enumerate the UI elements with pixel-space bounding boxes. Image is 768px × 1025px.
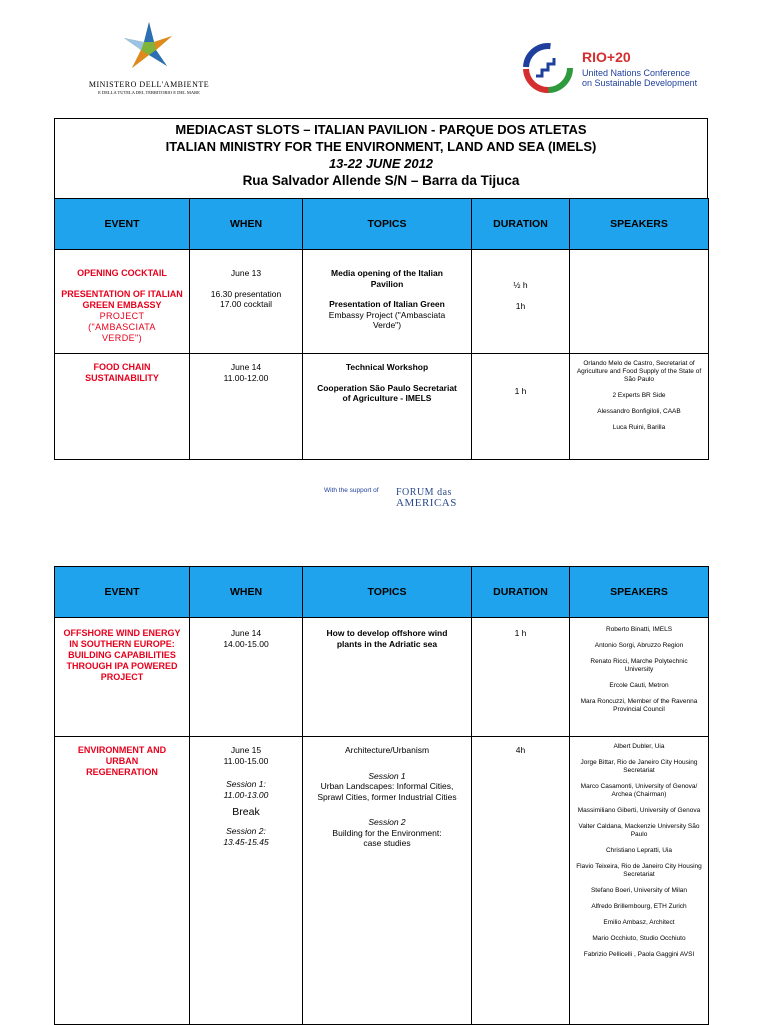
topic-text: Embassy Project ("Ambasciata Verde") — [328, 309, 446, 330]
table-row — [55, 618, 709, 737]
col-event-header: EVENT — [55, 199, 190, 250]
speaker-name: Luca Ruini, Barilla — [612, 424, 666, 431]
when-cell — [190, 354, 303, 460]
ministry-name: MINISTERO DELL'AMBIENTE — [88, 80, 210, 89]
speaker-name: 2 Experts BR Side — [612, 392, 666, 399]
col-topics-header: TOPICS — [303, 567, 472, 618]
speakers-cell — [570, 737, 709, 1025]
session-label: Session 2: — [226, 826, 266, 836]
col-duration-header: DURATION — [472, 567, 570, 618]
when-cell — [190, 618, 303, 737]
header-ministry: ITALIAN MINISTRY FOR THE ENVIRONMENT, LAND AND SEA (IMELS) — [165, 139, 597, 154]
speaker-name: Antonio Sorgi, Abruzzo Region — [594, 642, 684, 649]
speaker-name: Mara Roncuzzi, Member of the Ravenna Provincial Council — [580, 698, 698, 713]
event-cell — [55, 737, 190, 1025]
table-header-row — [55, 199, 709, 250]
event-subtitle: PROJECT ("AMBASCIATA VERDE") — [88, 311, 156, 343]
col-when-header: WHEN — [190, 199, 303, 250]
speaker-name: Marco Casamonti, University of Genova/ Archea (Chairman) — [580, 783, 698, 798]
session-time: 11.00-13.00 — [223, 789, 269, 800]
speaker-name: Orlando Melo de Castro, Secretariat of Agriculture and Food Supply of the State of São Paulo — [576, 360, 702, 383]
speaker-name: Jorge Bittar, Rio de Janeiro City Housing Secretariat — [580, 759, 698, 774]
speakers-cell — [570, 618, 709, 737]
duration-cell — [472, 354, 570, 460]
speaker-name: Alessandro Bonfigiloli, CAAB — [597, 408, 681, 415]
col-event-header: EVENT — [55, 567, 190, 618]
topic-text: Building for the Environment: case studies — [332, 827, 442, 848]
col-speakers-header: SPEAKERS — [570, 199, 709, 250]
topics-cell — [303, 737, 472, 1025]
rio20-line2: on Sustainable Development — [582, 78, 698, 88]
speaker-name: Fabrizio Pellicelli , Paola Gaggini AVSI — [583, 951, 695, 958]
event-title: OPENING COCKTAIL — [77, 268, 167, 278]
topic-text: Media opening of the Italian Pavilion — [331, 268, 443, 289]
event-cell — [55, 618, 190, 737]
header-title: MEDIACAST SLOTS – ITALIAN PAVILION - PARQUE DOS ATLETAS — [175, 122, 587, 137]
topic-text: Cooperation São Paulo Secretariat of Agriculture - IMELS — [317, 382, 457, 403]
table-row — [55, 737, 709, 1025]
topic-text: Architecture/Urbanism — [344, 745, 430, 755]
forum-line2: AMERICAS — [396, 497, 457, 509]
event-cell — [55, 250, 190, 354]
ministry-subtitle: E DELLA TUTELA DEL TERRITORIO E DEL MARE — [98, 90, 200, 95]
session-label: Session 2 — [368, 817, 406, 827]
topics-cell — [303, 354, 472, 460]
speaker-name: Albert Dubler, Uia — [613, 743, 665, 750]
speaker-name: Flavio Teixeira, Rio de Janeiro City Housing Secretariat — [576, 863, 702, 878]
event-title: ENVIRONMENT AND URBAN REGENERATION — [77, 745, 167, 777]
when-time: 11.00-12.00 — [223, 372, 269, 383]
event-cell — [55, 354, 190, 460]
speaker-name: Ercole Cauti, Metron — [609, 682, 669, 689]
speaker-name: Valter Caldana, Mackenzie University São Paulo — [578, 823, 700, 838]
when-time: 17.00 cocktail — [220, 299, 272, 309]
support-text: With the support of — [324, 487, 379, 494]
forum-line1: FORUM das — [396, 487, 452, 498]
col-when-header: WHEN — [190, 567, 303, 618]
document-header — [54, 118, 708, 198]
topic-text: Technical Workshop — [345, 362, 429, 372]
star-emblem-icon — [92, 20, 206, 80]
rio20-title: RIO+20 — [582, 49, 631, 65]
table-row — [55, 250, 709, 354]
col-topics-header: TOPICS — [303, 199, 472, 250]
schedule-table-2 — [54, 566, 709, 1025]
event-title: FOOD CHAIN SUSTAINABILITY — [85, 362, 159, 383]
duration-cell — [472, 250, 570, 354]
duration-value: 1h — [515, 300, 526, 311]
speaker-name: Renato Ricci, Marche Polytechnic University — [590, 658, 688, 673]
header-dates: 13-22 JUNE 2012 — [328, 156, 434, 171]
header-address: Rua Salvador Allende S/N – Barra da Tijuca — [242, 173, 520, 188]
speaker-name: Roberto Binatti, IMELS — [605, 626, 673, 633]
duration-value: 4h — [515, 745, 526, 755]
speakers-cell — [570, 354, 709, 460]
when-time: 11.00-15.00 — [223, 755, 269, 766]
duration-value: 1 h — [514, 628, 527, 638]
schedule-table-1 — [54, 198, 709, 460]
col-speakers-header: SPEAKERS — [570, 567, 709, 618]
topic-text: Urban Landscapes: Informal Cities, Sprawl Cities, former Industrial Cities — [317, 781, 457, 802]
rio20-circle-icon — [520, 40, 576, 96]
topics-cell — [303, 250, 472, 354]
event-title: OFFSHORE WIND ENERGY IN SOUTHERN EUROPE: BUILDING CAPABILITIES THROUGH IPA POWERED PROJECT — [63, 628, 181, 682]
when-cell — [190, 250, 303, 354]
col-duration-header: DURATION — [472, 199, 570, 250]
break-label: Break — [232, 806, 260, 818]
duration-cell — [472, 737, 570, 1025]
duration-value: ½ h — [513, 280, 528, 290]
session-time: 13.45-15.45 — [223, 836, 269, 847]
when-time: 16.30 presentation — [210, 288, 282, 299]
speaker-name: Massimiliano Giberti, University of Genova — [577, 807, 701, 814]
speaker-name: Christiano Lepratti, Uia — [605, 847, 673, 854]
when-date: June 13 — [230, 268, 262, 278]
speaker-name: Mario Occhiuto, Studio Occhiuto — [592, 935, 686, 942]
topic-text: Presentation of Italian Green — [329, 299, 445, 309]
rio20-line1: United Nations Conference — [582, 68, 691, 78]
when-date: June 15 — [230, 745, 262, 755]
duration-value: 1 h — [514, 386, 527, 396]
speaker-name: Stefano Boeri, University of Milan — [590, 887, 688, 894]
table-header-row — [55, 567, 709, 618]
forum-americas-logo — [396, 487, 457, 509]
topic-text: How to develop offshore wind plants in the Adriatic sea — [326, 628, 448, 649]
speakers-cell — [570, 250, 709, 354]
table-row — [55, 354, 709, 460]
ministry-logo — [64, 20, 234, 104]
topics-cell — [303, 618, 472, 737]
when-date: June 14 — [230, 628, 262, 638]
duration-cell — [472, 618, 570, 737]
session-label: Session 1 — [368, 770, 406, 781]
session-label: Session 1: — [226, 779, 266, 789]
when-cell — [190, 737, 303, 1025]
when-date: June 14 — [230, 362, 262, 372]
when-time: 14.00-15.00 — [223, 638, 269, 649]
speaker-name: Alfredo Brillembourg, ETH Zurich — [591, 903, 687, 910]
rio20-logo — [520, 40, 720, 100]
speaker-name: Emilio Ambasz, Architect — [603, 919, 675, 926]
event-title: PRESENTATION OF ITALIAN GREEN EMBASSY — [61, 289, 183, 310]
